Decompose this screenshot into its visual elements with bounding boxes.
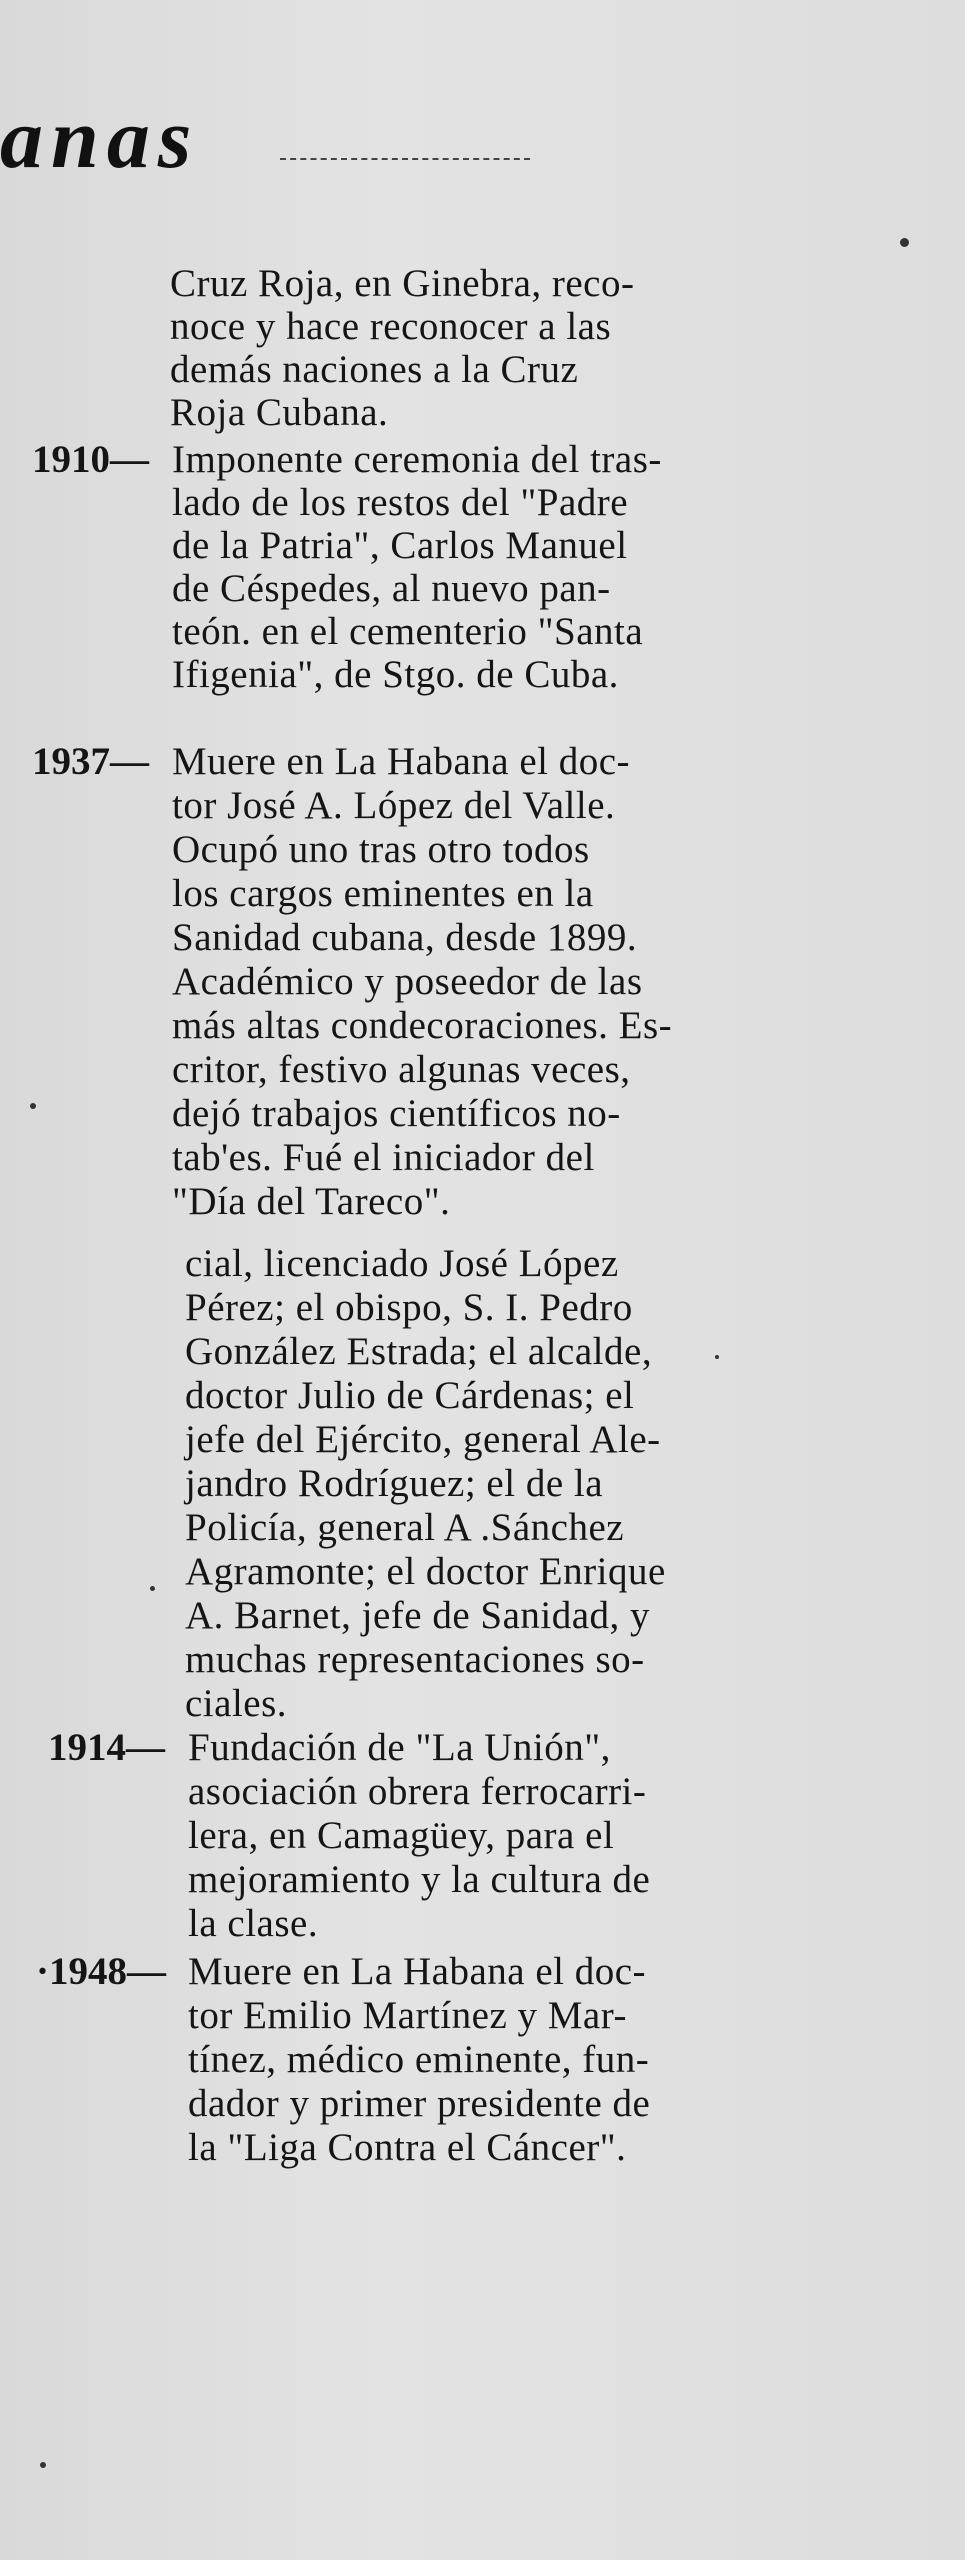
text-line: de Céspedes, al nuevo pan- [172,567,611,610]
text-line: Fundación de "La Unión", [188,1726,611,1769]
print-speck [30,1103,36,1109]
text-line: tab'es. Fué el iniciador del [172,1136,595,1179]
print-speck [715,1355,719,1359]
text-line: la clase. [188,1902,319,1945]
text-line: Imponente ceremonia del tras- [172,438,662,481]
entry-year: 1910— [32,438,149,481]
text-line: tínez, médico eminente, fun- [188,2038,650,2081]
entry-year: 1914— [48,1726,165,1769]
text-line: Ifigenia", de Stgo. de Cuba. [172,653,619,696]
text-line: doctor Julio de Cárdenas; el [185,1374,635,1417]
text-line: González Estrada; el alcalde, [185,1330,653,1373]
text-line: teón. en el cementerio "Santa [172,610,644,653]
text-line: dejó trabajos científicos no- [172,1092,621,1135]
text-line: Académico y poseedor de las [172,960,643,1003]
text-line: critor, festivo algunas veces, [172,1048,631,1091]
text-line: tor Emilio Martínez y Mar- [188,1994,627,2037]
text-line: cial, licenciado José López [185,1242,619,1285]
text-line: Agramonte; el doctor Enrique [185,1550,666,1593]
text-line: Sanidad cubana, desde 1899. [172,916,638,959]
text-line: lera, en Camagüey, para el [188,1814,615,1857]
text-line: asociación obrera ferrocarri- [188,1770,647,1813]
text-line: Roja Cubana. [170,391,389,434]
print-speck [40,2462,46,2468]
text-line: Muere en La Habana el doc- [188,1950,647,1993]
text-line: noce y hace reconocer a las [170,305,612,348]
text-line: Pérez; el obispo, S. I. Pedro [185,1286,633,1329]
text-line: los cargos eminentes en la [172,872,594,915]
text-line: tor José A. López del Valle. [172,784,616,827]
text-line: la "Liga Contra el Cáncer". [188,2126,627,2169]
entry-year: 1937— [32,740,149,783]
text-line: más altas condecoraciones. Es- [172,1004,673,1047]
text-line: muchas representaciones so- [185,1638,645,1681]
print-speck [150,1586,155,1591]
text-line: A. Barnet, jefe de Sanidad, y [185,1594,651,1637]
text-line: de la Patria", Carlos Manuel [172,524,628,567]
text-line: Policía, general A .Sánchez [185,1506,625,1549]
text-line: Muere en La Habana el doc- [172,740,631,783]
entry-year: ·1948— [36,1950,167,1993]
text-line: mejoramiento y la cultura de [188,1858,651,1901]
text-line: demás naciones a la Cruz [170,348,579,391]
print-speck [900,238,909,247]
text-line: ciales. [185,1682,288,1725]
text-line: dador y primer presidente de [188,2082,651,2125]
heading-rule [280,158,530,160]
column-heading: anas [0,90,200,186]
text-line: lado de los restos del "Padre [172,481,629,524]
text-line: jefe del Ejército, general Ale- [185,1418,661,1461]
text-line: Ocupó uno tras otro todos [172,828,590,871]
text-line: "Día del Tareco". [172,1180,451,1223]
text-line: Cruz Roja, en Ginebra, reco- [170,262,635,305]
text-line: jandro Rodríguez; el de la [185,1462,604,1505]
